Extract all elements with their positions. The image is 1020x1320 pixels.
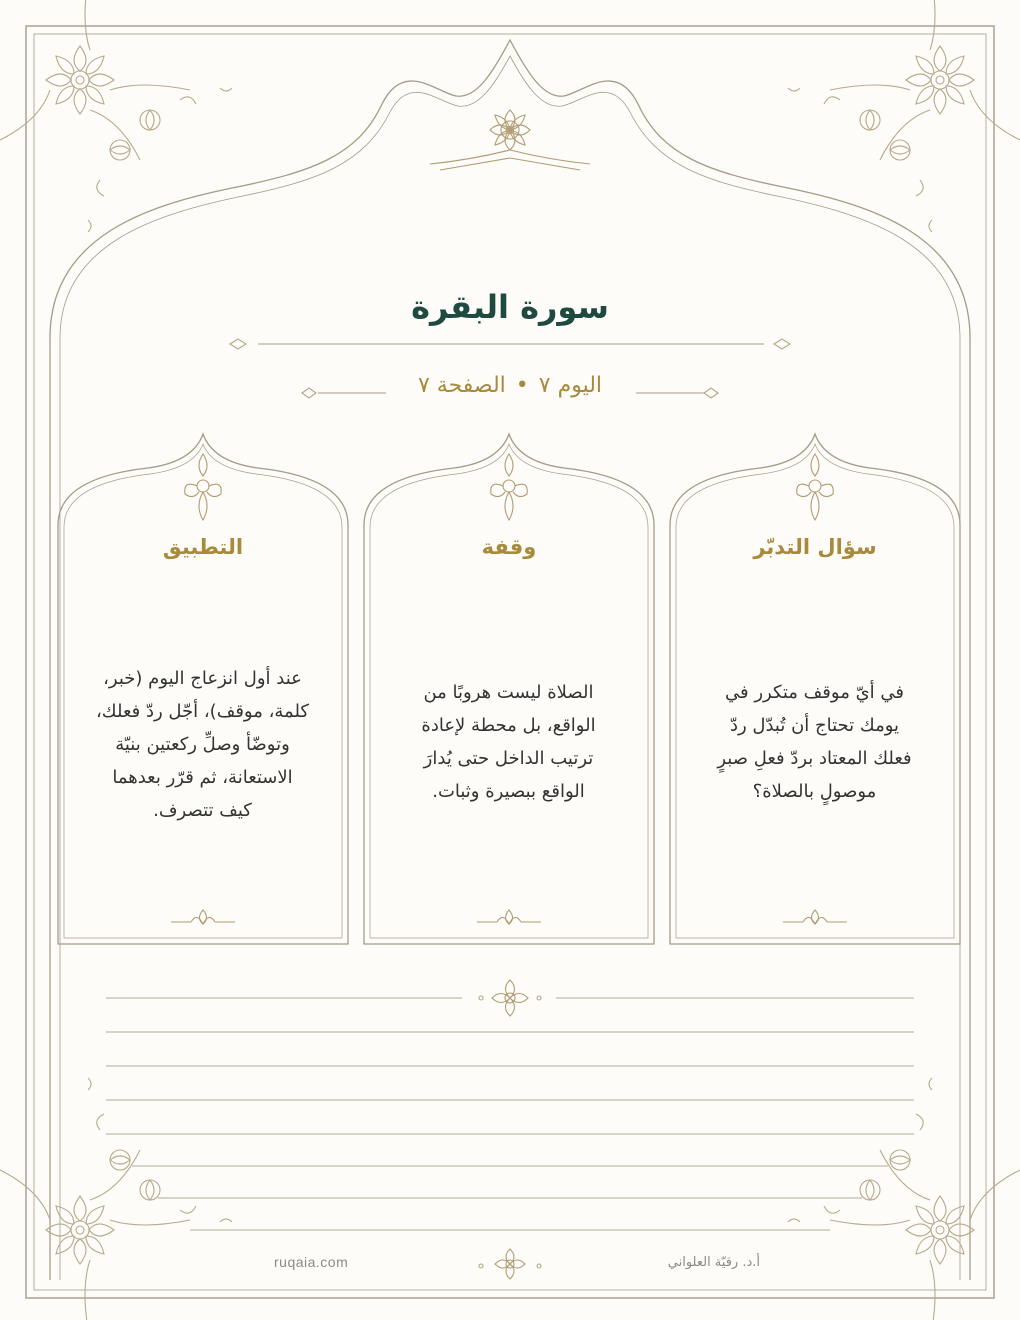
day-label: اليوم ٧ — [538, 373, 603, 398]
text-line: الواقع، بل محطة لإعادة — [421, 715, 596, 736]
card-ornament-right — [797, 454, 834, 520]
text-line: الصلاة ليست هروبًا من — [423, 682, 594, 703]
card-body-application — [75, 662, 330, 827]
card-body-reflection — [687, 676, 942, 808]
text-line: ترتيب الداخل حتى يُدارَ — [423, 748, 594, 769]
writing-lines — [106, 998, 914, 1230]
card-title-pause: وقفة — [481, 535, 537, 559]
separator-dot: • — [515, 373, 529, 398]
text-line: في أيّ موقف متكرر في — [724, 682, 904, 703]
card-title-application: التطبيق — [162, 535, 244, 559]
page-title: سورة البقرة — [411, 288, 609, 326]
text-line: فعلك المعتاد بردّ فعلِ صبرٍ — [717, 748, 912, 769]
day-page-label — [380, 373, 640, 398]
text-line: موصولٍ بالصلاة؟ — [752, 781, 877, 802]
text-line: وتوضّأ وصلِّ ركعتين بنيّة — [115, 734, 290, 755]
arch-frame-outer — [50, 40, 970, 1280]
text-line: كيف تتصرف. — [153, 800, 252, 821]
page-label: الصفحة ٧ — [417, 373, 506, 398]
footer-rosette — [495, 1249, 525, 1279]
text-line: يومك تحتاج أن تُبدّل ردّ — [729, 715, 900, 736]
card-body-pause — [381, 676, 636, 808]
divider-rosette — [492, 980, 528, 1016]
footer-author: أ.د. رقيّة العلواني — [667, 1255, 760, 1270]
text-line: الاستعانة، ثم قرّر بعدهما — [112, 767, 293, 788]
card-title-reflection: سؤال التدبّر — [753, 535, 877, 559]
card-ornament-middle — [491, 454, 528, 520]
footer-website: ruqaia.com — [274, 1254, 349, 1270]
text-line: الواقع ببصيرة وثبات. — [432, 781, 585, 802]
text-line: كلمة، موقف)، أجّل ردّ فعلك، — [96, 701, 309, 722]
card-ornament-left — [185, 454, 222, 520]
top-ornament — [430, 110, 590, 170]
text-line: عند أول انزعاج اليوم (خبر، — [103, 668, 302, 689]
